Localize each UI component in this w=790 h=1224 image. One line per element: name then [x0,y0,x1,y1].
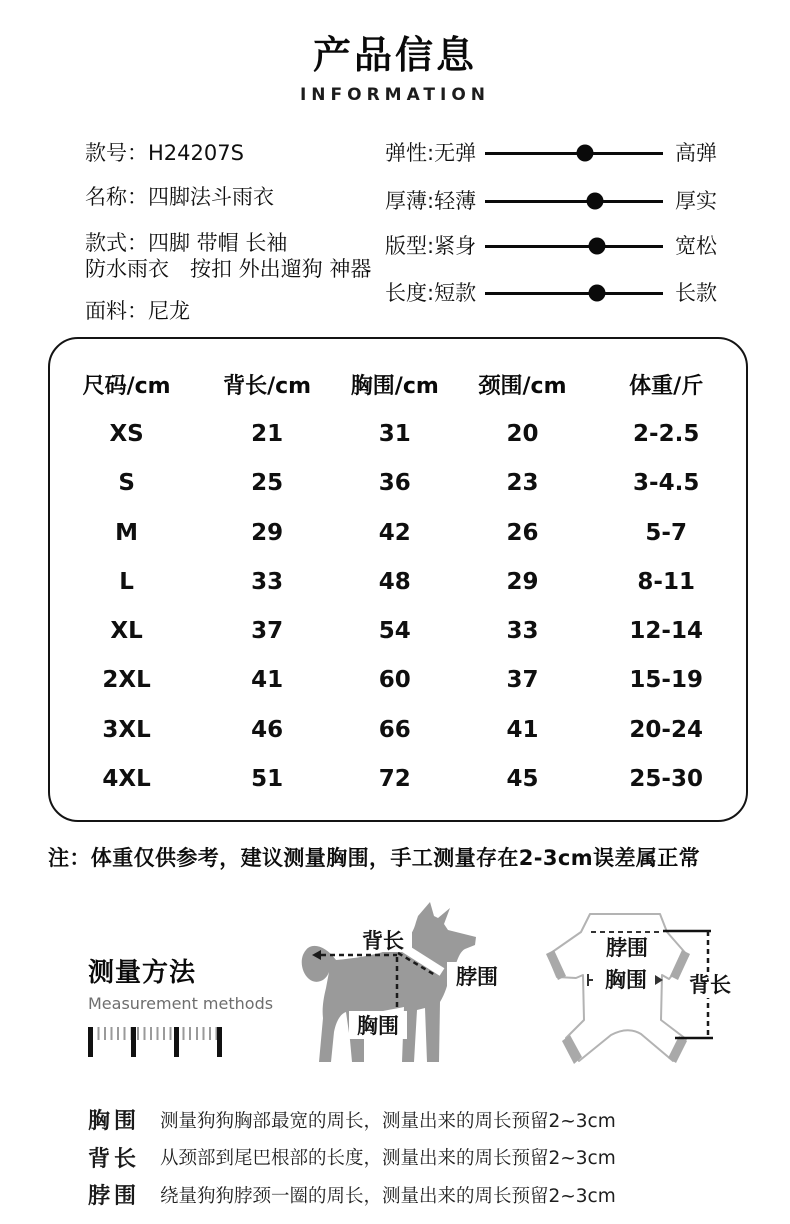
cell: 37 [506,667,539,694]
slider-track [485,152,663,155]
table-row [50,459,746,508]
info-row-name [85,184,274,210]
slider-track [485,245,663,248]
table-row [50,754,746,803]
cell: 8-11 [637,568,695,595]
cell-size: XS [109,420,144,447]
field-label: 名称： [85,185,148,209]
definition-desc: 绕量狗狗脖颈一圈的周长，测量出来的周长预留2~3cm [160,1185,616,1207]
slider-thickness [385,188,745,214]
garment-chest-girth-label: 胸围 [605,968,647,992]
attr-high-label: 宽松 [675,234,717,258]
cell: 21 [251,420,284,447]
cell: 23 [506,470,539,497]
field-value: H24207S [148,141,244,165]
table-header-row [50,360,746,409]
col-header-neck: 颈围/cm [478,374,567,400]
slider-dot [576,145,593,162]
table-row [50,606,746,655]
page-title: 产品信息 [312,33,477,77]
info-row-style-2 [85,256,371,282]
attr-label: 版型:紧身 [385,234,477,258]
cell-size: 4XL [102,766,151,793]
attr-label: 长度:短款 [385,281,477,305]
info-row-model [85,140,244,166]
table-row [50,409,746,458]
cell: 25 [251,470,284,497]
definition-term: 胸围 [88,1109,141,1134]
attr-high-label: 长款 [675,281,717,305]
cell-size: 2XL [102,667,151,694]
slider-length [385,280,745,306]
cell: 20 [506,420,539,447]
field-label: 款式： [85,231,148,255]
slider-fit [385,233,745,259]
attr-label: 弹性:无弹 [385,141,477,165]
table-row [50,705,746,754]
field-label: 款号： [85,141,148,165]
cell: 3-4.5 [633,470,700,497]
cell: 60 [378,667,411,694]
garment-measurement-diagram [545,898,790,1073]
definition-neck [88,1181,758,1208]
info-row-fabric [85,298,190,324]
cell: 20-24 [629,716,703,743]
slider-track [485,292,663,295]
cell-size: M [115,519,139,546]
cell: 31 [378,420,411,447]
measurement-title: 测量方法 [88,958,197,988]
dog-back-length-label: 背长 [362,929,404,953]
field-value: 尼龙 [148,299,190,323]
cell-size: 3XL [102,716,151,743]
cell: 29 [506,568,539,595]
cell: 51 [251,766,284,793]
measurement-subtitle: Measurement methods [88,994,274,1013]
definition-term: 脖围 [88,1184,141,1209]
col-header-weight: 体重/斤 [629,374,704,400]
cell-size: L [119,568,134,595]
slider-dot [587,193,604,210]
cell: 46 [251,716,284,743]
col-header-size: 尺码/cm [82,374,171,400]
field-value: 四脚法斗雨衣 [148,185,274,209]
cell: 54 [378,618,411,645]
cell-size: S [118,470,135,497]
slider-track [485,200,663,203]
table-row [50,557,746,606]
cell: 29 [251,519,284,546]
cell: 45 [506,766,539,793]
attr-label: 厚薄:轻薄 [385,189,477,213]
col-header-back: 背长/cm [223,374,312,400]
measurement-definitions [88,1106,758,1219]
field-value: 防水雨衣 按扣 外出遛狗 神器 [85,257,372,281]
attr-high-label: 高弹 [675,141,717,165]
cell: 41 [506,716,539,743]
cell: 41 [251,667,284,694]
cell: 2-2.5 [633,420,700,447]
definition-desc: 测量狗狗胸部最宽的周长，测量出来的周长预留2~3cm [160,1110,616,1132]
cell: 26 [506,519,539,546]
ruler-icon [88,1027,222,1057]
slider-elasticity [385,140,745,166]
field-value: 四脚 带帽 长袖 [148,231,288,255]
table-row [50,656,746,705]
attr-high-label: 厚实 [675,189,717,213]
cell: 33 [506,618,539,645]
cell: 33 [251,568,284,595]
garment-neck-girth-label: 脖围 [606,936,648,960]
garment-back-length-label: 背长 [689,973,731,997]
field-label: 面料： [85,299,148,323]
definition-term: 背长 [88,1146,141,1172]
cell: 37 [251,618,284,645]
cell: 36 [378,470,411,497]
dog-neck-girth-label: 脖围 [456,965,498,989]
cell-size: XL [110,618,143,645]
col-header-chest: 胸围/cm [350,374,439,400]
cell: 72 [378,766,411,793]
cell: 15-19 [629,667,703,694]
measurement-methods-block [88,952,288,1057]
attribute-sliders [385,136,745,316]
dog-chest-girth-label: 胸围 [357,1014,399,1038]
note-text: 注：体重仅供参考，建议测量胸围，手工测量存在2-3cm误差属正常 [48,846,701,870]
cell: 5-7 [645,519,687,546]
slider-dot [589,285,606,302]
dog-measurement-diagram [298,900,548,1075]
slider-dot [589,238,606,255]
table-row [50,508,746,557]
cell: 48 [378,568,411,595]
page-subtitle: INFORMATION [299,85,491,105]
info-row-style [85,230,287,256]
cell: 66 [378,716,411,743]
cell: 42 [378,519,411,546]
definition-chest [88,1106,758,1133]
definition-back [88,1144,758,1171]
cell: 25-30 [629,766,703,793]
size-table [48,337,748,822]
definition-desc: 从颈部到尾巴根部的长度，测量出来的周长预留2~3cm [160,1148,616,1169]
page-header [0,24,790,105]
cell: 12-14 [629,618,703,645]
